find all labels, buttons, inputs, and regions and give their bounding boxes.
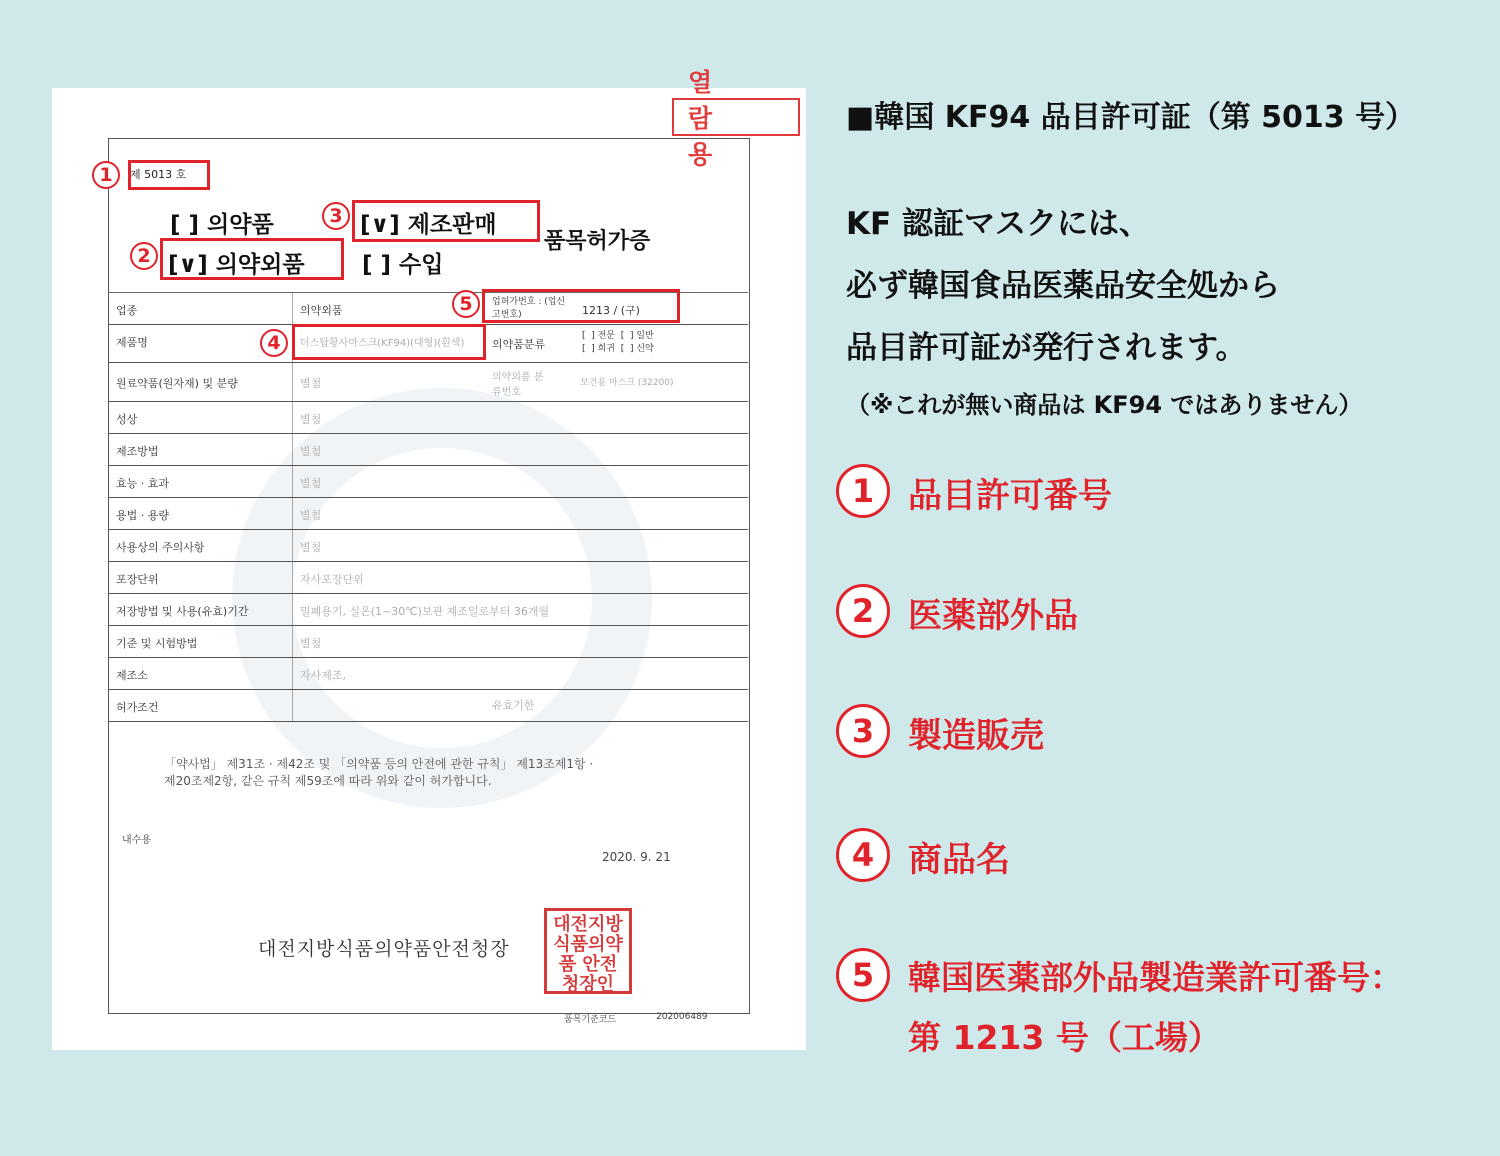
explanation-note: （※これが無い商品は KF94 ではありません） — [846, 391, 1363, 419]
legend-marker-5: 5 — [836, 948, 890, 1002]
legend-marker-4: 4 — [836, 828, 890, 882]
class-label: 의약외품 분류번호 — [492, 372, 544, 398]
explanation-line-2: 必ず韓国食品医薬品安全処から — [846, 268, 1280, 304]
legend-label-2: 医薬部外品 — [908, 596, 1078, 636]
highlight-4 — [292, 324, 486, 360]
legend-label-4: 商品名 — [908, 840, 1010, 880]
official-seal: 대전지방 식품의약품 안전청장인 — [544, 908, 632, 994]
marker-5: 5 — [452, 290, 480, 318]
check-manufacture: [∨] 제조판매 — [360, 212, 497, 238]
check-import: [ ] 수입 — [362, 252, 444, 278]
issuer-name: 대전지방식품의약품안전청장 — [258, 938, 510, 960]
license-value: 1213 / (구) — [582, 304, 640, 317]
highlight-5 — [482, 289, 680, 323]
code-value: 202006489 — [656, 1012, 708, 1022]
table-row: 허가조건 — [108, 690, 748, 722]
highlight-3 — [352, 200, 540, 242]
class-value: 보건용 마스크 (32200) — [580, 378, 674, 388]
legend-marker-1: 1 — [836, 464, 890, 518]
explanation-line-1: KF 認証マスクには、 — [846, 206, 1150, 242]
category-options: [ ] 전문 [ ] 일반 [ ] 희귀 [ ] 신약 — [582, 331, 654, 354]
table-row: 성상 별첨 — [108, 402, 748, 434]
table-row: 원료약품(원자재) 및 분량 별첨 — [108, 363, 748, 402]
table-row: 용법 · 용량 별첨 — [108, 498, 748, 530]
document-title: 품목허가증 — [544, 229, 651, 254]
code-label: 품목기준코드 — [564, 1015, 617, 1025]
viewing-stamp: 열 람 용 — [672, 98, 800, 136]
table-row: 업종 의약외품 — [108, 293, 748, 325]
expiry-label: 유효기한 — [492, 699, 535, 712]
marker-3: 3 — [322, 202, 350, 230]
legend-marker-2: 2 — [836, 584, 890, 638]
legend-label-5: 韓国医薬部外品製造業許可番号： — [908, 958, 1403, 997]
table-row: 제품명 더스탑황사마스크(KF94)(대형)(흰색) — [108, 325, 748, 363]
table-row: 저장방법 및 사용(유효)기간 밀폐용기, 실온(1~30℃)보관 제조일로부터 36개월 — [108, 594, 748, 626]
license-label: 업허가번호 : (업신고번호) — [492, 297, 566, 320]
table-row: 효능 · 효과 별첨 — [108, 466, 748, 498]
permit-number: 제 5013 호 — [130, 168, 187, 181]
table-row: 기준 및 시험방법 별첨 — [108, 626, 748, 658]
legend-label-3: 製造販売 — [908, 716, 1044, 756]
highlight-2 — [160, 238, 344, 280]
marker-2: 2 — [130, 242, 158, 270]
license-document — [52, 68, 806, 1050]
law-text: 「약사법」 제31조 · 제42조 및 「의약품 등의 안전에 관한 규칙」 제13조제1항 · 제20조제2항, 같은 규칙 제59조에 따라 위와 같이 허가합니다. — [164, 757, 594, 788]
legend-marker-3: 3 — [836, 704, 890, 758]
marker-1: 1 — [92, 161, 120, 189]
explanation-heading: ■韓国 KF94 品目許可証（第 5013 号） — [846, 100, 1416, 135]
category-label: 의약품분류 — [492, 338, 546, 351]
legend-label-5-line-2: 第 1213 号（工場） — [908, 1018, 1221, 1057]
legend-label-1: 品目許可番号 — [908, 476, 1112, 516]
highlight-1 — [128, 160, 210, 190]
table-row: 포장단위 자사포장단위 — [108, 562, 748, 594]
table-row: 제조소 자사제조, — [108, 658, 748, 690]
explanation-line-3: 品目許可証が発行されます。 — [846, 330, 1247, 366]
marker-4: 4 — [260, 329, 288, 357]
table-row: 제조방법 별첨 — [108, 434, 748, 466]
domestic-use: 내수용 — [122, 835, 151, 846]
check-quasi-drug: [∨] 의약외품 — [168, 252, 305, 278]
table-row: 사용상의 주의사항 별첨 — [108, 530, 748, 562]
issue-date: 2020. 9. 21 — [602, 850, 671, 864]
check-medicine: [ ] 의약품 — [170, 212, 274, 238]
